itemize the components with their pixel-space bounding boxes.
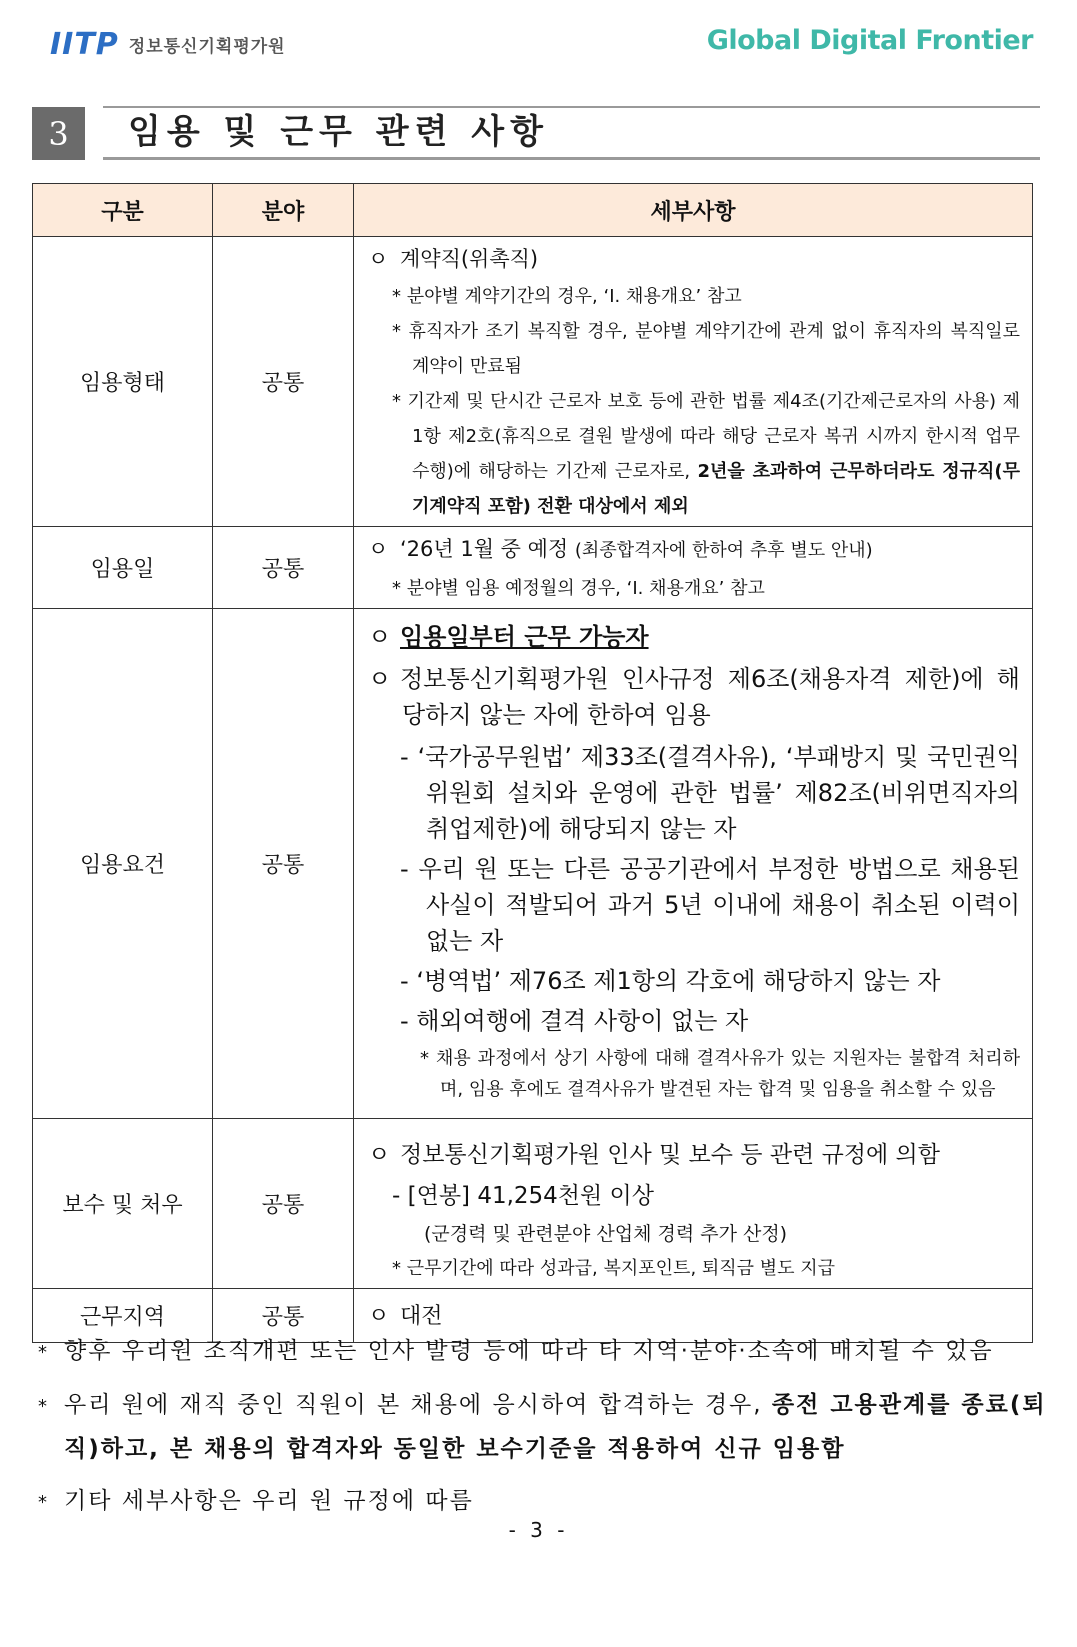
note-star: *	[392, 391, 401, 412]
employment-table	[32, 183, 1033, 1343]
section-divider-bottom	[103, 157, 1040, 160]
detail-note: 휴직자가 조기 복직할 경우, 분야별 계약기간에 관계 없이 휴직자의 복직일로 계약이 만료됨	[408, 321, 1020, 377]
detail-note: 채용 과정에서 상기 사항에 대해 결격사유가 있는 지원자는 불합격 처리하며, 임용 후에도 결격사유가 발견된 자는 합격 및 임용을 취소할 수 있음	[435, 1048, 1020, 1100]
detail-item: 우리 원 또는 다른 공공기관에서 부정한 방법으로 채용된 사실이 적발되어 과거 5년 이내에 채용이 취소된 이력이 없는 자	[418, 855, 1020, 955]
footnotes	[38, 1330, 1048, 1534]
row-details	[354, 527, 1033, 609]
detail-line: ‘26년 1월 중 예정	[400, 537, 569, 561]
row-category: 임용요건	[33, 609, 213, 1119]
row-field: 공통	[213, 1289, 354, 1343]
row-category: 근무지역	[33, 1289, 213, 1343]
dash-bullet: -	[400, 855, 409, 883]
detail-note-bold: 2년을 초과하여 근무하더라도 정규직(무기계약직 포함) 전환 대상에서 제외	[412, 461, 1020, 517]
footnote-star: *	[38, 1342, 49, 1363]
footnote-text: 향후 우리원 조직개편 또는 인사 발령 등에 따라 타 지역·분야·소속에 배치될 수 있음	[64, 1338, 994, 1364]
salary-sub: (군경력 및 관련분야 산업체 경력 추가 산정)	[424, 1223, 788, 1245]
row-field: 공통	[213, 1119, 354, 1289]
section-number: 3	[32, 107, 85, 160]
circle-bullet: ㅇ	[368, 1142, 391, 1168]
col-header-category: 구분	[33, 184, 213, 237]
detail-line: 정보통신기획평가원 인사 및 보수 등 관련 규정에 의함	[400, 1142, 940, 1168]
dash-bullet: -	[400, 967, 409, 995]
col-header-field: 분야	[213, 184, 354, 237]
detail-note: 기간제 및 단시간 근로자 보호 등에 관한 법률 제4조(기간제근로자의 사용) 제1항 제2호(휴직으로 결원 발생에 따라 해당 근로자 복귀 시까지 한시적 업무수행)에 해당하는 기간제 근로자로,	[407, 391, 1020, 482]
detail-item: ‘병역법’ 제76조 제1항의 각호에 해당하지 않는 자	[416, 967, 941, 995]
slogan: Global Digital Frontier	[706, 25, 1033, 56]
detail-line: 정보통신기획평가원 인사규정 제6조(채용자격 제한)에 해당하지 않는 자에 한하여 임용	[400, 665, 1020, 729]
circle-bullet: ㅇ	[368, 623, 392, 651]
table-row	[33, 527, 1033, 609]
footnote-text-bold: 종전 고용관계를 종료(퇴직)하고, 본 채용의 합격자와 동일한 보수기준을 적용하여 신규 임용함	[64, 1392, 1047, 1462]
iitp-logo	[50, 27, 286, 62]
note-star: *	[392, 286, 401, 307]
footnote-text: 기타 세부사항은 우리 원 규정에 따름	[64, 1488, 474, 1514]
section-title: 임용 및 근무 관련 사항	[128, 112, 549, 152]
table-row	[33, 609, 1033, 1119]
detail-line: 계약직(위촉직)	[400, 247, 539, 271]
row-details	[354, 1119, 1033, 1289]
row-field: 공통	[213, 527, 354, 609]
detail-note: 분야별 계약기간의 경우, ‘Ⅰ. 채용개요’ 참고	[406, 286, 742, 307]
detail-item: ‘국가공무원법’ 제33조(결격사유), ‘부패방지 및 국민권익위원회 설치와 운영에 관한 법률’ 제82조(비위면직자의 취업제한)에 해당되지 않는 자	[417, 743, 1020, 843]
detail-line-underlined: 임용일부터 근무 가능자	[400, 623, 649, 651]
table-row	[33, 237, 1033, 527]
dash-bullet: -	[400, 743, 409, 771]
footnote-star: *	[38, 1492, 49, 1513]
circle-bullet: ㅇ	[368, 247, 389, 271]
logo-name: 정보통신기획평가원	[128, 37, 286, 57]
row-field: 공통	[213, 237, 354, 527]
circle-bullet: ㅇ	[368, 1303, 390, 1329]
row-field: 공통	[213, 609, 354, 1119]
detail-paren: (최종합격자에 한하여 추후 별도 안내)	[574, 540, 873, 561]
circle-bullet: ㅇ	[368, 665, 392, 693]
detail-line: 대전	[400, 1303, 443, 1329]
note-star: *	[392, 321, 401, 342]
note-star: *	[420, 1048, 429, 1069]
detail-note: 근무기간에 따라 성과급, 복지포인트, 퇴직금 별도 지급	[406, 1258, 836, 1279]
logo-mark: IITP	[50, 27, 119, 62]
circle-bullet: ㅇ	[368, 537, 389, 561]
row-category: 보수 및 처우	[33, 1119, 213, 1289]
col-header-details: 세부사항	[354, 184, 1033, 237]
row-details	[354, 609, 1033, 1119]
salary-item: [연봉] 41,254천원 이상	[407, 1183, 654, 1209]
note-star: *	[392, 1258, 401, 1279]
footnote-star: *	[38, 1396, 49, 1417]
detail-item: 해외여행에 결격 사항이 없는 자	[416, 1007, 749, 1035]
row-details	[354, 237, 1033, 527]
detail-note: 분야별 임용 예정월의 경우, ‘Ⅰ. 채용개요’ 참고	[406, 578, 765, 599]
dash-bullet: -	[400, 1007, 409, 1035]
page-number: - 3 -	[508, 1518, 569, 1542]
note-star: *	[392, 578, 401, 599]
dash-bullet: -	[392, 1183, 401, 1209]
table-header-row	[33, 184, 1033, 237]
row-category: 임용형태	[33, 237, 213, 527]
table-row	[33, 1119, 1033, 1289]
row-category: 임용일	[33, 527, 213, 609]
footnote-text: 우리 원에 재직 중인 직원이 본 채용에 응시하여 합격하는 경우,	[64, 1392, 763, 1418]
